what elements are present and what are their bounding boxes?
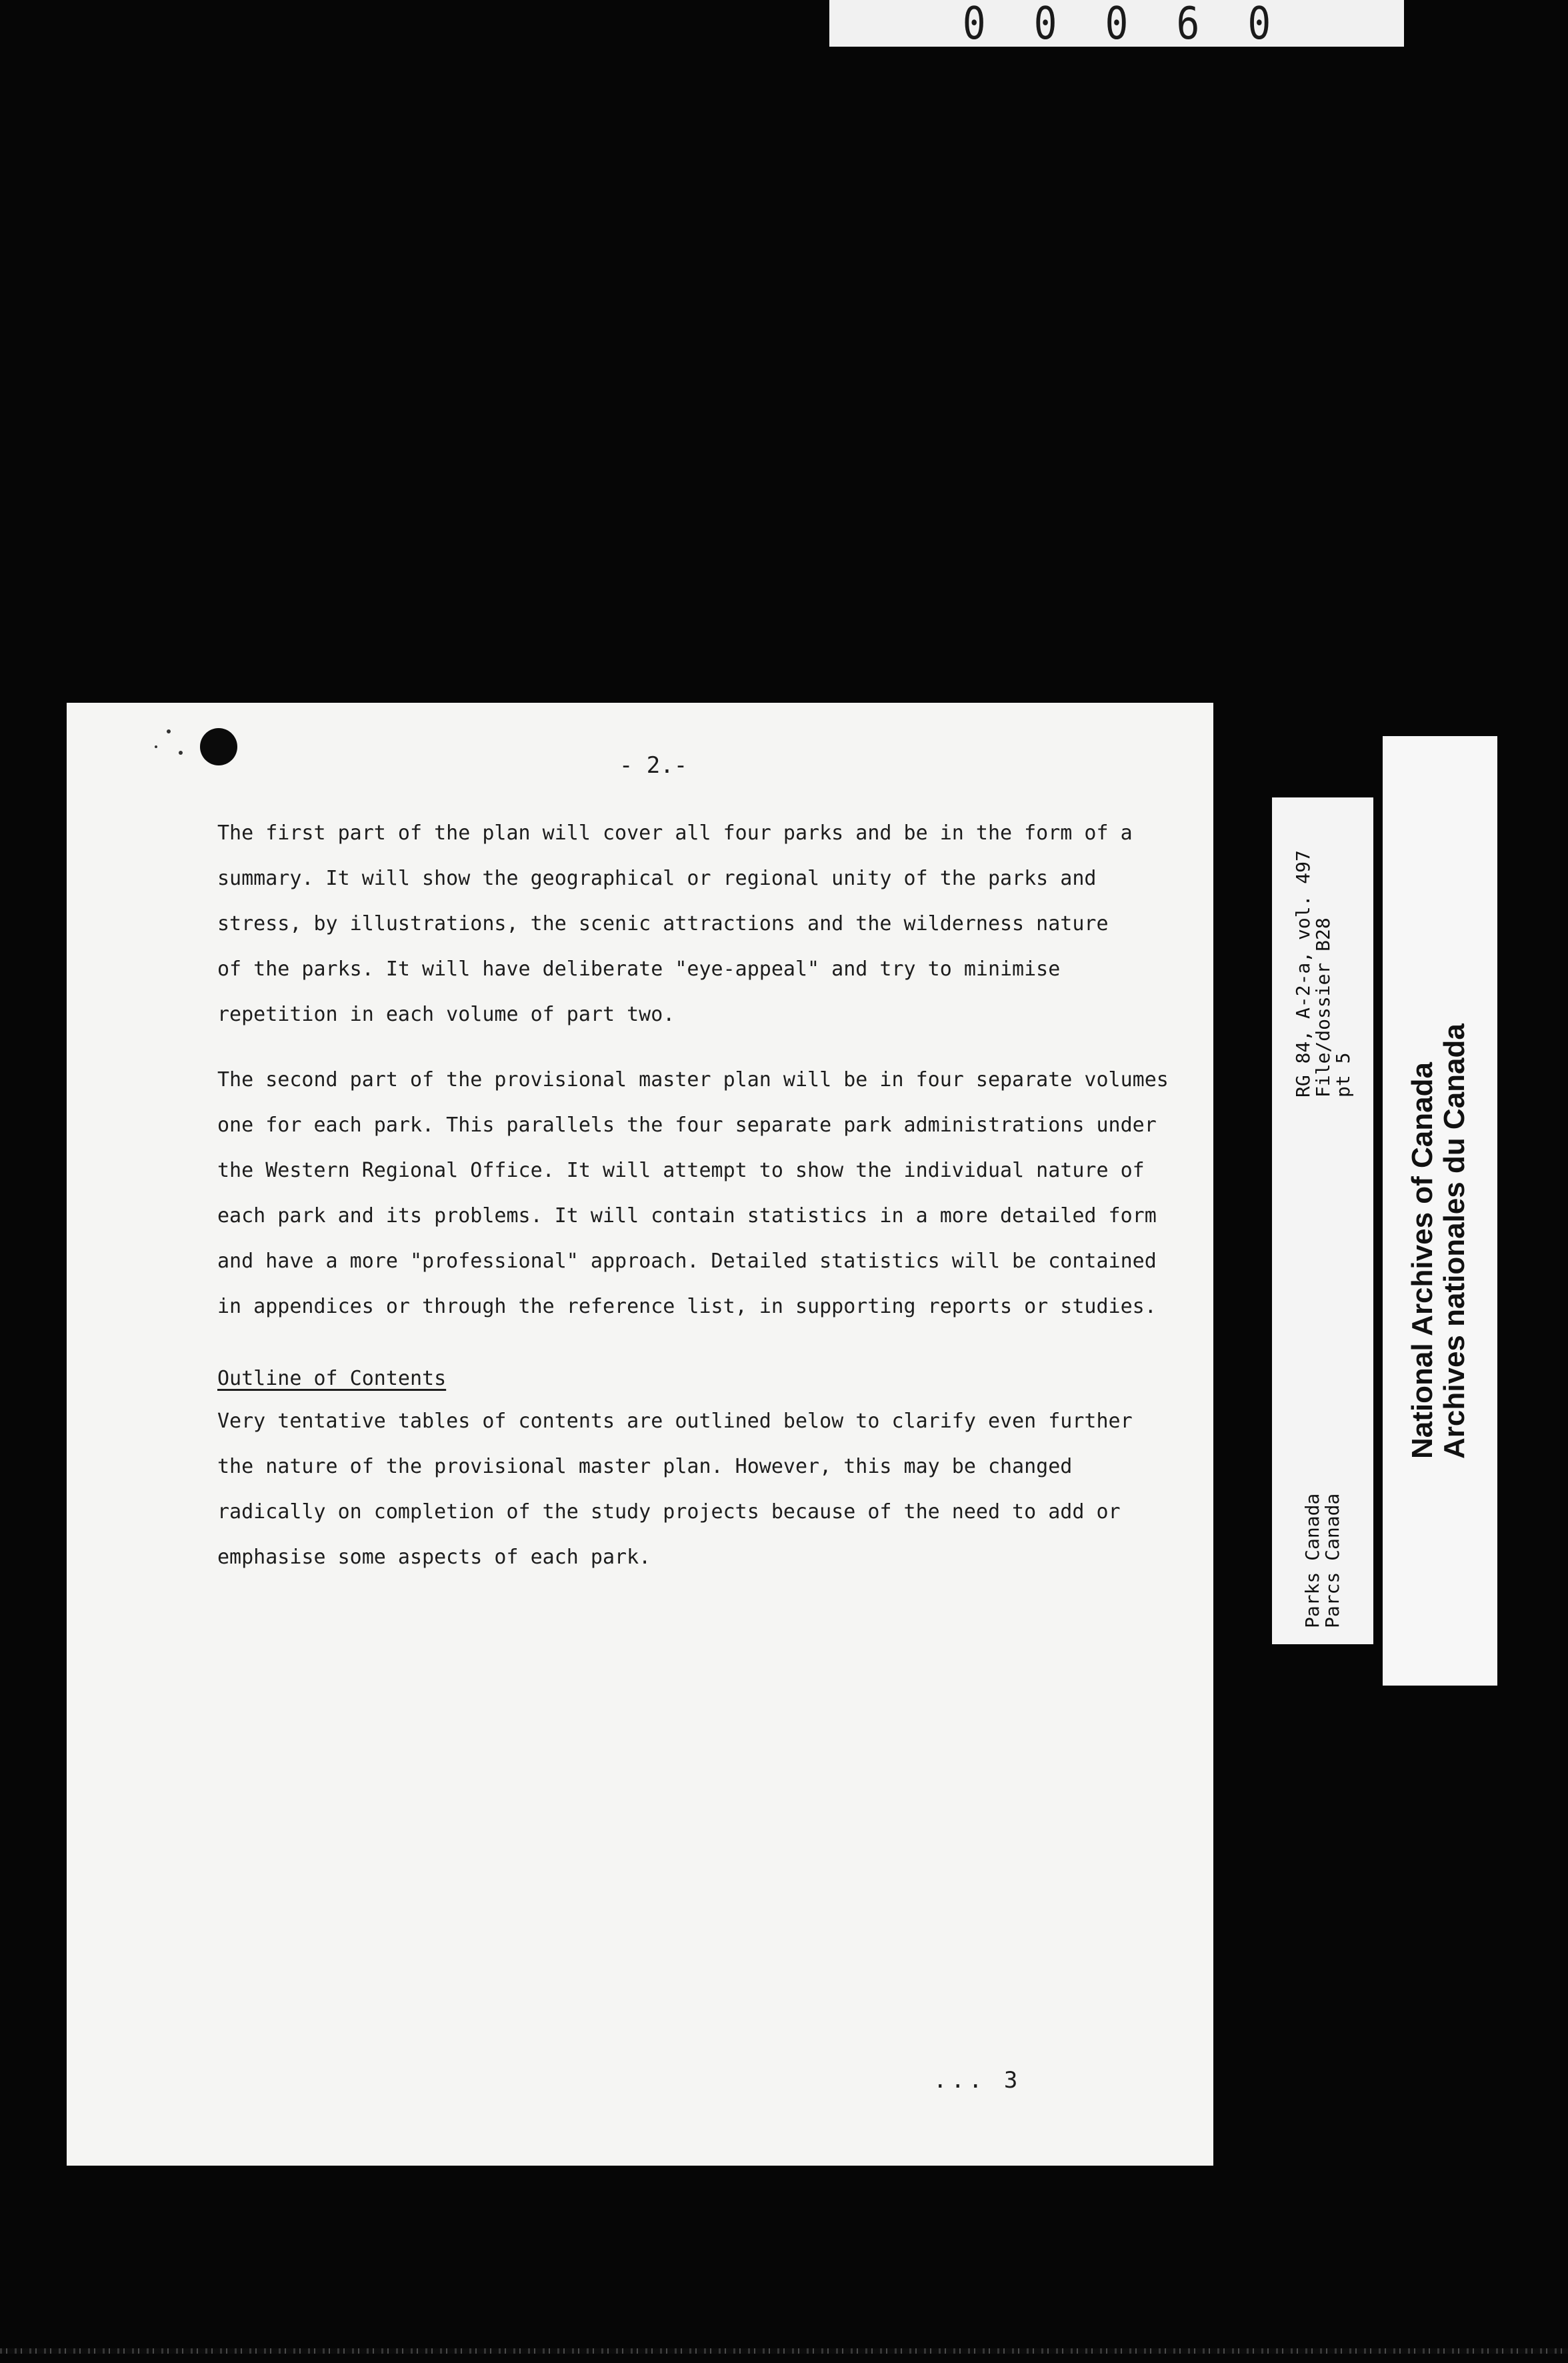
text-line: stress, by illustrations, the scenic attractions and the wilderness nature — [217, 912, 1109, 935]
text-line: of the parks. It will have deliberate "eye-appeal" and try to minimise — [217, 957, 1061, 981]
agency-names — [1303, 1494, 1343, 1628]
text-line: the Western Regional Office. It will attempt to show the individual nature of — [217, 1159, 1145, 1182]
paragraph-second-part — [217, 1057, 1184, 1330]
text-line: The second part of the provisional master plan will be in four separate volumes — [217, 1068, 1169, 1091]
speck — [155, 745, 157, 748]
frame-counter: 00060 — [962, 0, 1319, 50]
page-number: - 2.- — [619, 752, 688, 779]
continuation-marker: ... 3 — [933, 2067, 1022, 2094]
ref-line-1: RG 84, A-2-a, vol. 497 — [1292, 850, 1314, 1097]
typewritten-page — [67, 703, 1213, 2166]
film-edge — [0, 2348, 1568, 2354]
archive-reference-label — [1272, 797, 1373, 1644]
frame-counter-label — [829, 0, 1404, 50]
heading-outline-of-contents: Outline of Contents — [217, 1367, 447, 1390]
text-line: radically on completion of the study projects because of the need to add or — [217, 1500, 1121, 1524]
text-line: each park and its problems. It will contain statistics in a more detailed form — [217, 1204, 1157, 1228]
ref-line-3: pt 5 — [1332, 1052, 1354, 1097]
text-line: summary. It will show the geographical or regional unity of the parks and — [217, 867, 1097, 890]
archives-name-fr: Archives nationales du Canada — [1438, 1023, 1471, 1459]
paragraph-first-part — [217, 811, 1184, 1037]
reference-numbers — [1293, 850, 1353, 1097]
paragraph-outline — [217, 1399, 1184, 1580]
agency-en: Parks Canada — [1301, 1493, 1323, 1628]
speck — [167, 729, 171, 733]
text-line: repetition in each volume of part two. — [217, 1003, 675, 1026]
text-line: and have a more "professional" approach. Detailed statistics will be contained — [217, 1250, 1157, 1273]
text-line: The first part of the plan will cover all four parks and be in the form of a — [217, 821, 1133, 845]
section-heading — [217, 1356, 1184, 1402]
ref-line-2: File/dossier B28 — [1312, 917, 1334, 1097]
text-line: emphasise some aspects of each park. — [217, 1546, 651, 1569]
text-line: the nature of the provisional master plan. However, this may be changed — [217, 1455, 1073, 1478]
text-line: in appendices or through the reference list, in supporting reports or studies. — [217, 1295, 1157, 1318]
agency-fr: Parcs Canada — [1321, 1493, 1343, 1628]
text-line: Very tentative tables of contents are outlined below to clarify even further — [217, 1410, 1133, 1433]
national-archives-label — [1383, 736, 1497, 1686]
archives-name-en: National Archives of Canada — [1406, 1062, 1439, 1459]
text-line: one for each park. This parallels the four separate park administrations under — [217, 1113, 1157, 1137]
